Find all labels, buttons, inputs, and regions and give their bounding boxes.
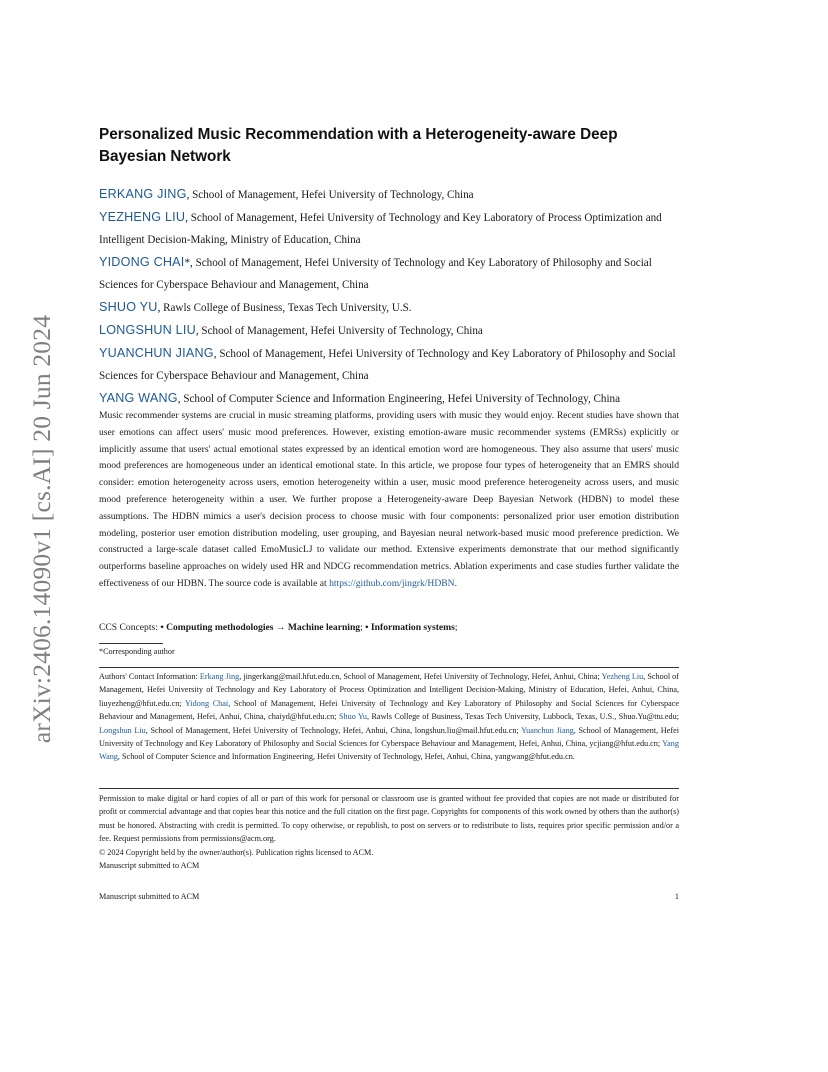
footer-manuscript-note: Manuscript submitted to ACM	[99, 892, 200, 901]
author-name[interactable]: LONGSHUN LIU	[99, 323, 196, 337]
ccs-prefix: CCS Concepts:	[99, 622, 161, 633]
contact-details: , School of Computer Science and Information Engineering, Hefei University of Technology, Hefei, Anhui, China, yangwang@hfut.edu.cn.	[117, 752, 575, 762]
abstract-text: Music recommender systems are crucial in music streaming platforms, providing users with music they would enjoy. Recent studies have shown that user emotions can affect users' music mood preferences. However, existing emotion-aware music recommender systems (EMRSs) explicitly or implicitly assume that users' actual emotional states expressed by an identical emotion word are homogeneous. They also assume that users' music mood preferences are homogeneous under an identical emotional state. In this article, we propose four types of heterogeneity that an EMRS should consider: emotion heterogeneity across users, emotion heterogeneity within a user, music mood preference heterogeneity across users, and music mood preference heterogeneity within a user. We further propose a Heterogeneity-aware Deep Bayesian Network (HDBN) to model these assumptions. The HDBN mimics a user's decision process to choose music with four components: personalized prior user emotion distribution modeling, posterior user emotion distribution modeling, user grouping, and Bayesian neural network-based music mood preference prediction. We constructed a large-scale dataset called EmoMusicLJ to validate our method. Extensive experiments demonstrate that our method significantly outperforms baseline approaches on widely used HR and NDCG recommendation metrics. Ablation experiments and case studies further validate the effectiveness of our HDBN. The source code is available at	[99, 410, 679, 589]
author-affiliation: , School of Computer Science and Information Engineering, Hefei University of Technology, China	[177, 393, 621, 405]
contact-author-link[interactable]: Yezheng Liu	[601, 672, 644, 681]
contact-author-link[interactable]: Yuanchun Jiang	[521, 725, 574, 735]
contact-author-link[interactable]: Longshun Liu	[99, 725, 146, 735]
author-entry	[99, 251, 679, 296]
permission-notice: Permission to make digital or hard copies of all or part of this work for personal or classroom use is granted without fee provided that copies are not made or distributed for profit or commercial advantage and that copies bear this notice and the full citation on the first page. Copyrights for components of this work owned by others than the author(s) must be honored. Abstracting with credit is permitted. To copy otherwise, or republish, to post on servers or to redistribute to lists, requires prior specific permission and/or a fee. Request permissions from permissions@acm.org.	[99, 794, 679, 844]
author-entry	[99, 342, 679, 387]
contact-details: , School of Management, Hefei University of Technology and Key Laboratory of Philosophy and Social Sciences for Cyberspace Behaviour and Management, Hefei, Anhui, China, ycjiang@hfut.edu.cn;	[99, 725, 679, 749]
contact-details: , jingerkang@mail.hfut.edu.cn, School of Management, Hefei University of Technology, Hefei, Anhui, China;	[239, 672, 602, 681]
author-contact-info	[99, 670, 679, 764]
paper-title: Personalized Music Recommendation with a Heterogeneity-aware Deep Bayesian Network	[99, 126, 618, 165]
author-affiliation: , School of Management, Hefei University of Technology and Key Laboratory of Philosophy and Social Sciences for Cyberspace Behaviour and Management, China	[99, 348, 676, 382]
abstract	[99, 408, 679, 593]
ccs-concept-ml: • Computing methodologies → Machine learning	[160, 622, 361, 633]
author-affiliation: *, School of Management, Hefei University of Technology and Key Laboratory of Philosophy and Social Sciences for Cyberspace Behaviour and Management, China	[99, 257, 652, 291]
author-name[interactable]: YANG WANG	[99, 391, 178, 405]
author-affiliation: , School of Management, Hefei University of Technology, China	[195, 325, 483, 337]
author-entry	[99, 183, 679, 206]
contact-details: , Rawls College of Business, Texas Tech University, Lubbock, Texas, U.S., Shuo.Yu@ttu.edu;	[367, 712, 679, 722]
ccs-separator: ;	[360, 622, 366, 633]
author-entry	[99, 319, 679, 342]
ccs-concepts	[99, 620, 679, 636]
contact-details: , School of Management, Hefei University of Technology, Hefei, Anhui, China, longshun.liu@mail.hfut.edu.cn;	[145, 725, 522, 735]
footnote-rule	[99, 643, 163, 644]
author-entry	[99, 296, 679, 319]
author-name[interactable]: YIDONG CHAI	[99, 255, 185, 269]
contact-prefix: Authors' Contact Information:	[99, 672, 200, 681]
author-entry	[99, 387, 679, 410]
contact-author-link[interactable]: Shuo Yu	[338, 712, 368, 722]
contact-details: , School of Management, Hefei University of Technology and Key Laboratory of Process Optimization and Intelligent Decision-Making, Ministry of Education, Hefei, Anhui, China, liuyezheng@hfut.edu.cn;	[99, 672, 679, 708]
permission-divider	[99, 788, 679, 789]
contact-divider	[99, 667, 679, 668]
author-name[interactable]: YUANCHUN JIANG	[99, 346, 214, 360]
corresponding-author-note: *Corresponding author	[99, 647, 175, 656]
author-name[interactable]: ERKANG JING	[99, 187, 187, 201]
source-code-link[interactable]: https://github.com/jingrk/HDBN	[329, 577, 455, 589]
arxiv-sidebar	[22, 298, 62, 760]
contact-details: , School of Management, Hefei University of Technology and Key Laboratory of Philosophy and Social Sciences for Cyberspace Behaviour and Management, Hefei, Anhui, China, chaiyd@hfut.edu.cn;	[99, 698, 680, 722]
contact-author-link[interactable]: Yang Wang	[99, 739, 679, 762]
ccs-concept-is: • Information systems	[365, 622, 455, 633]
contact-author-link[interactable]: Erkang Jing	[199, 672, 240, 681]
page-number: 1	[674, 892, 679, 901]
author-entry	[99, 206, 679, 251]
author-name[interactable]: YEZHENG LIU	[99, 210, 186, 224]
arxiv-identifier[interactable]: arXiv:2406.14090v1 [cs.AI] 20 Jun 2024	[27, 314, 56, 744]
manuscript-submitted-note: Manuscript submitted to ACM	[99, 861, 200, 870]
abstract-end: .	[454, 577, 458, 589]
author-affiliation: , School of Management, Hefei University of Technology, China	[186, 189, 474, 201]
author-affiliation: , Rawls College of Business, Texas Tech University, U.S.	[157, 302, 412, 314]
contact-author-link[interactable]: Yidong Chai	[184, 698, 229, 708]
ccs-end: ;	[454, 622, 458, 633]
copyright-notice: © 2024 Copyright held by the owner/author(s). Publication rights licensed to ACM.	[99, 848, 374, 857]
author-affiliation: , School of Management, Hefei University of Technology and Key Laboratory of Process Optimization and Intelligent Decision-Making, Ministry of Education, China	[99, 212, 662, 246]
author-name[interactable]: SHUO YU	[99, 300, 158, 314]
author-list	[99, 183, 679, 410]
